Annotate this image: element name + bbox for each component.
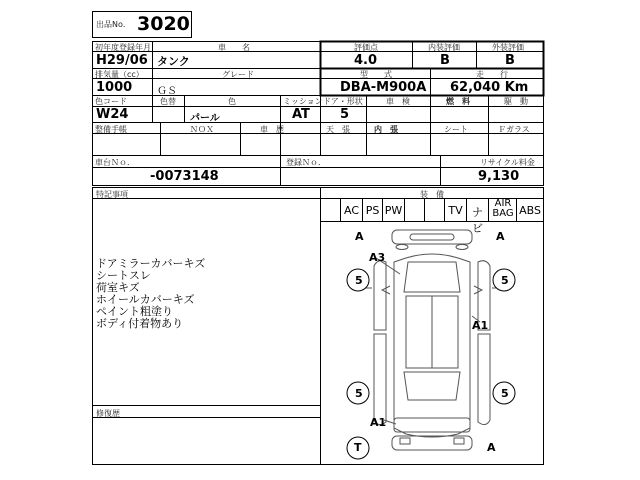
mark-rear-bumper: A1: [370, 416, 387, 429]
front-bumper-shape: [392, 230, 472, 244]
note-line: ペイント粗塗り: [96, 305, 173, 318]
repair-history-label: 修復歴: [96, 409, 120, 418]
inner-trim-label: 内 張: [374, 125, 398, 134]
mark-front-right: A: [496, 230, 505, 243]
model-code: DBA-M900A: [340, 80, 427, 95]
drive-label: 駆 動: [504, 97, 528, 106]
note-line: ドアミラーカバーキズ: [96, 257, 206, 270]
color-label: 色: [228, 97, 236, 106]
car-name: タンク: [157, 55, 190, 68]
transmission: AT: [292, 107, 310, 122]
chassis-number: -0073148: [150, 169, 219, 184]
headliner-label: 天 張: [326, 125, 350, 134]
car-name-label: 車 名: [218, 43, 250, 52]
mileage-label: 走 行: [476, 70, 508, 79]
exterior-grade: B: [505, 53, 515, 68]
note-line: ホイールカバーキズ: [96, 293, 195, 306]
equipment-ps: PS: [365, 204, 380, 217]
recycle-fee-label: リサイクル料金: [480, 158, 535, 167]
service-book-label: 整備手帳: [95, 125, 127, 134]
notes-list: [96, 258, 316, 330]
mark-hood: A3: [369, 251, 386, 264]
color-code: W24: [96, 107, 129, 122]
mark-spare-tire: T: [354, 441, 362, 454]
recycle-fee: 9,130: [478, 169, 520, 184]
seat-label: シート: [444, 125, 468, 134]
equipment-pw: PW: [384, 204, 403, 217]
note-line: ボディ付着物あり: [96, 317, 184, 330]
equipment-ac: AC: [343, 204, 359, 217]
equipment-abs: ABS: [519, 204, 541, 217]
mark-front-left: A: [355, 230, 364, 243]
mark-tire-front-left: 5: [355, 274, 363, 287]
note-line: シートスレ: [96, 269, 151, 282]
grade: ＧＳ: [157, 86, 177, 97]
mileage: 62,040 Km: [450, 80, 529, 95]
mark-rear-right: A: [487, 441, 496, 454]
vehicle-diagram: [320, 222, 544, 465]
year-label: 初年度登録年月: [95, 43, 151, 52]
transmission-label: ミッション: [283, 97, 323, 106]
grade-label: グレード: [222, 70, 254, 79]
fuel-label: 燃 料: [446, 97, 470, 106]
repaint-label: 色替: [160, 97, 176, 106]
registration-label: 登録Ｎｏ．: [286, 158, 326, 167]
model-code-label: 型 式: [360, 70, 392, 79]
note-line: 荷室キズ: [96, 281, 140, 294]
windshield-shape: [404, 262, 460, 292]
interior-grade-label: 内装評価: [428, 43, 460, 52]
chassis-label: 車台Ｎｏ．: [95, 158, 135, 167]
color: パール: [190, 113, 220, 124]
displacement: 1000: [96, 80, 133, 95]
equipment-label: 装 備: [420, 190, 444, 199]
equipment-navi: ナビ: [472, 206, 483, 235]
doors-label: ドア・形状: [323, 97, 363, 106]
doors: 5: [340, 107, 350, 122]
inspection-label: 車 検: [386, 97, 410, 106]
first-registration: H29/06: [96, 53, 148, 68]
lot-label: 出品No．: [96, 20, 131, 29]
rear-window-shape: [404, 372, 460, 400]
lot-number: 3020: [137, 13, 190, 35]
score-label: 評価点: [354, 43, 378, 52]
mark-tire-front-right: 5: [501, 274, 509, 287]
interior-grade: B: [440, 53, 450, 68]
equipment-tv: TV: [448, 204, 463, 217]
displacement-label: 排気量（cc）: [95, 70, 144, 79]
evaluation-score: 4.0: [354, 53, 378, 68]
mark-tire-rear-left: 5: [355, 387, 363, 400]
notes-label: 特記事項: [96, 190, 128, 199]
windshield-label: Ｆガラス: [498, 125, 530, 134]
equipment-airbag: AIR BAG: [492, 198, 514, 219]
exterior-grade-label: 外装評価: [492, 43, 524, 52]
nox-label: ＮＯＸ: [190, 125, 214, 134]
color-code-label: 色コード: [95, 97, 127, 106]
history-label: 車 歴: [260, 125, 284, 134]
mark-tire-rear-right: 5: [501, 387, 509, 400]
mark-right-door: A1: [472, 319, 489, 332]
